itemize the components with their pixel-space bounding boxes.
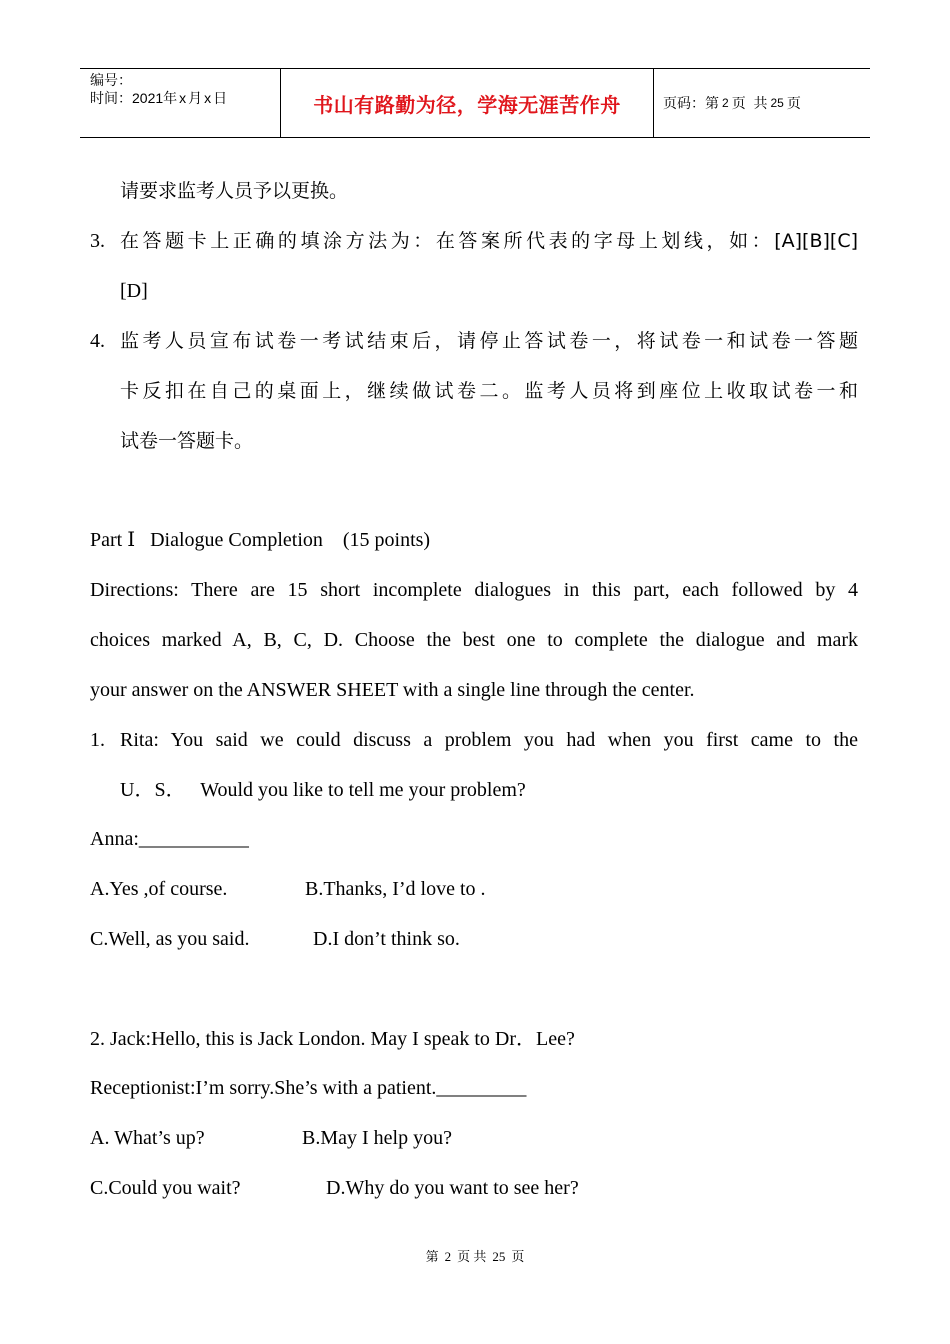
question-1-option-d: D.I don’t think so. bbox=[313, 928, 460, 950]
question-1-line2: U．S． Would you like to tell me your problem? bbox=[120, 779, 526, 801]
footer-prefix: 第 bbox=[425, 1249, 439, 1264]
header-page-number bbox=[654, 69, 870, 137]
number-label: 编号： bbox=[90, 72, 132, 88]
year-unit: 年 bbox=[163, 90, 178, 106]
year-value: 2021 bbox=[132, 90, 164, 106]
question-1-number bbox=[90, 725, 105, 755]
page-prefix: 页码：第 bbox=[663, 95, 719, 111]
month-value: x bbox=[179, 90, 187, 106]
instruction-3-line1: 在答题卡上正确的填涂方法为：在答案所代表的字母上划线，如：[A][B][C] bbox=[120, 230, 858, 252]
instruction-3-number: 3. bbox=[90, 230, 105, 252]
page-header bbox=[80, 68, 870, 138]
part-title: Part Ⅰ Dialogue Completion (15 points) bbox=[90, 529, 431, 551]
question-2-option-d: D.Why do you want to see her? bbox=[326, 1177, 579, 1199]
date-line bbox=[90, 89, 280, 107]
instruction-3-line2: [D] bbox=[120, 280, 148, 302]
question-1-option-a: A.Yes ,of course. bbox=[90, 878, 228, 900]
footer-suffix: 页 bbox=[511, 1249, 525, 1264]
directions-line3: your answer on the ANSWER SHEET with a single line through the center. bbox=[90, 679, 695, 701]
question-number: 1. bbox=[90, 729, 105, 751]
page-suffix: 页 bbox=[786, 95, 801, 111]
directions-line1: Directions: There are 15 short incomplete dialogues in this part, each followed by 4 bbox=[90, 579, 858, 601]
instruction-4-line2: 卡反扣在自己的桌面上，继续做试卷二。监考人员将到座位上收取试卷一和 bbox=[120, 380, 858, 402]
instruction-4-line3: 试卷一答题卡。 bbox=[120, 430, 254, 452]
time-label: 时间： bbox=[90, 90, 132, 106]
header-meta bbox=[80, 69, 281, 137]
question-1-option-b: B.Thanks, I’d love to . bbox=[305, 878, 486, 900]
question-2-option-a: A. What’s up? bbox=[90, 1127, 205, 1149]
day-value: x bbox=[204, 90, 212, 106]
page-footer bbox=[0, 1246, 950, 1265]
footer-total: 25 bbox=[492, 1249, 506, 1264]
instruction-2-continuation: 请要求监考人员予以更换。 bbox=[120, 180, 349, 202]
question-2-line1: 2. Jack:Hello, this is Jack London. May I speak to Dr．Lee? bbox=[90, 1028, 575, 1050]
page-mid: 页 共 bbox=[731, 95, 768, 111]
question-2-option-c: C.Could you wait? bbox=[90, 1177, 241, 1199]
question-2-reply: Receptionist:I’m sorry.She’s with a patient._________ bbox=[90, 1077, 527, 1099]
question-2-option-b: B.May I help you? bbox=[302, 1127, 452, 1149]
month-unit: 月 bbox=[188, 90, 203, 106]
page-current: 2 bbox=[722, 96, 729, 110]
question-1-line1: Rita: You said we could discuss a problem you had when you first came to the bbox=[120, 729, 858, 751]
instruction-4-number: 4. bbox=[90, 330, 105, 352]
question-1-option-c: C.Well, as you said. bbox=[90, 928, 250, 950]
footer-current: 2 bbox=[444, 1249, 452, 1264]
footer-mid: 页 共 bbox=[457, 1249, 487, 1264]
question-1-reply: Anna:___________ bbox=[90, 828, 249, 850]
header-motto: 书山有路勤为径，学海无涯苦作舟 bbox=[281, 69, 654, 137]
page-total: 25 bbox=[770, 96, 784, 110]
instruction-4-line1: 监考人员宣布试卷一考试结束后，请停止答试卷一，将试卷一和试卷一答题 bbox=[120, 330, 858, 352]
directions-line2: choices marked A, B, C, D. Choose the best one to complete the dialogue and mark bbox=[90, 629, 858, 651]
day-unit: 日 bbox=[213, 90, 228, 106]
